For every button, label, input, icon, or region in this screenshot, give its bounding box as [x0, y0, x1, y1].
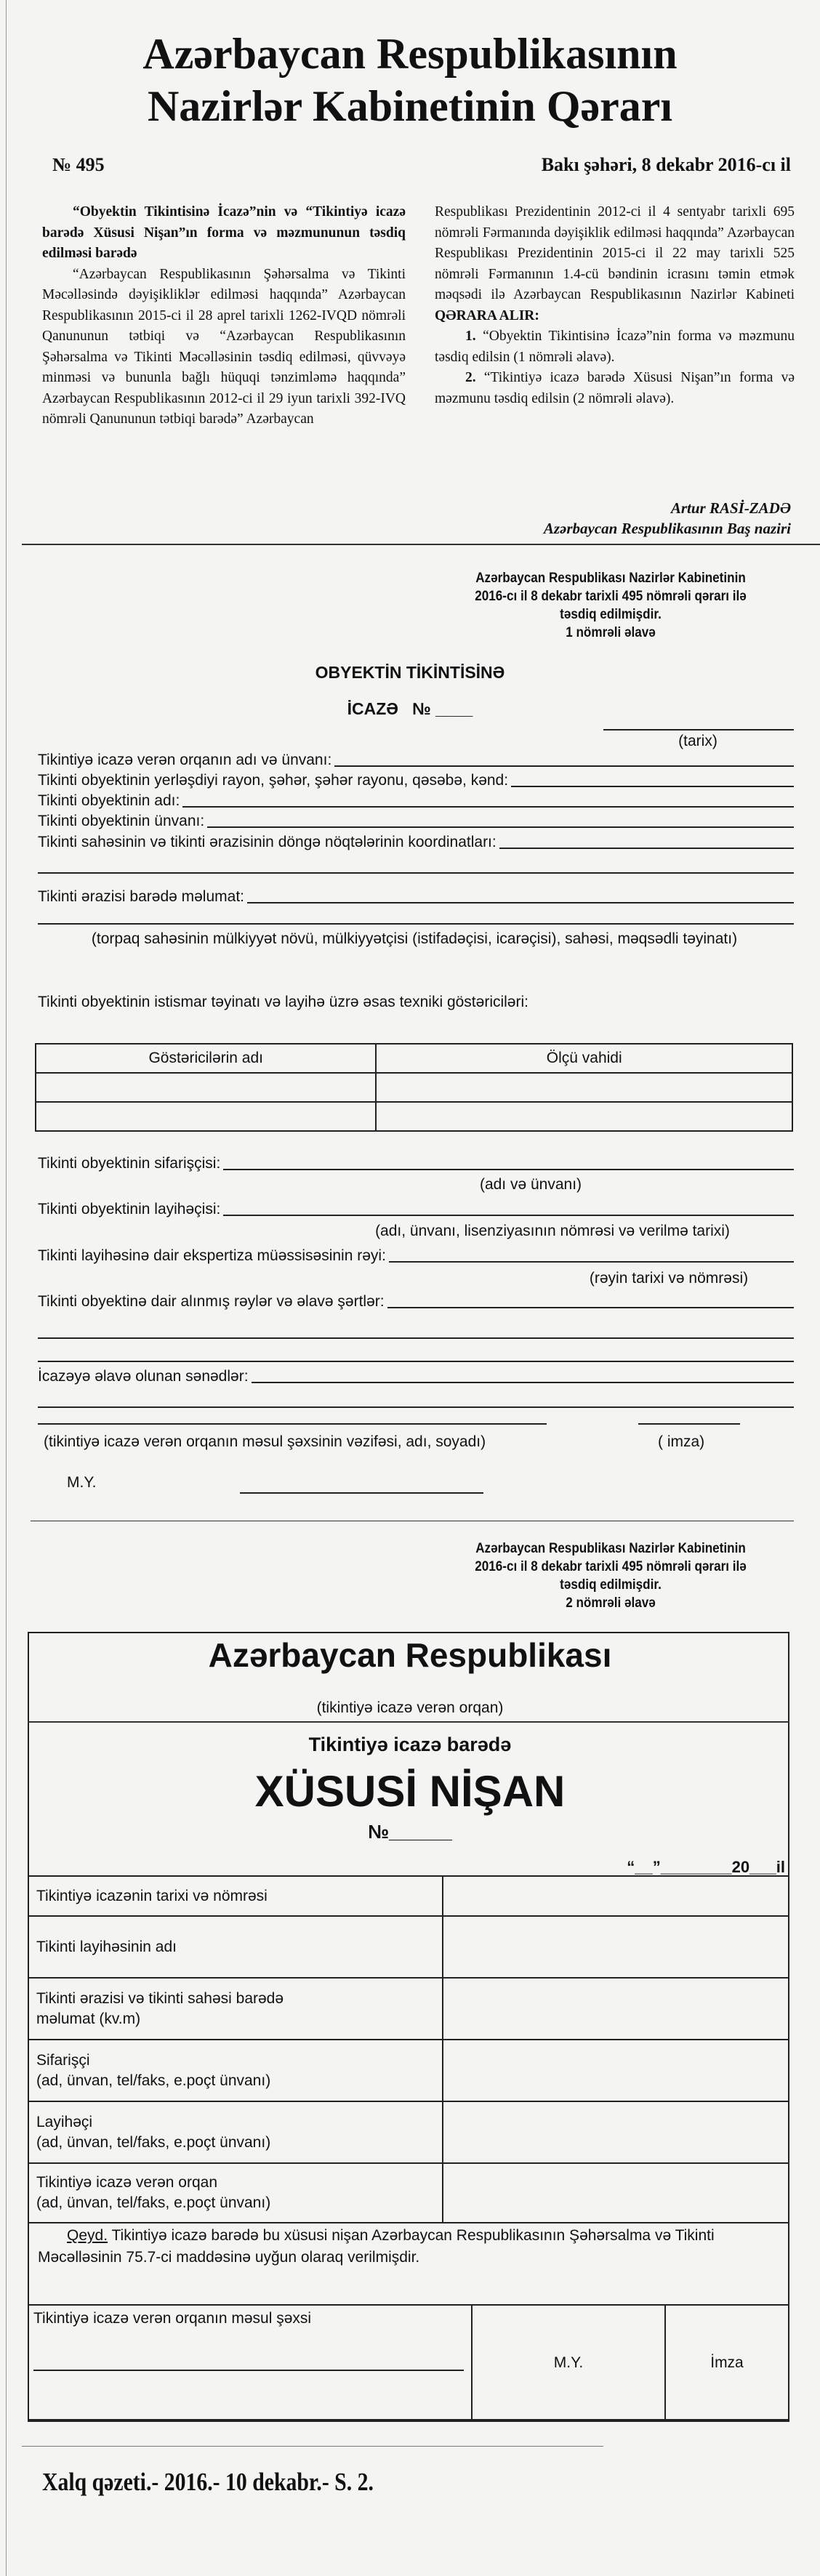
annex1-header-line: Azərbaycan Respublikası Nazirlər Kabinetinin	[475, 571, 746, 586]
row-label-text: (ad, ünvan, tel/faks, e.poçt ünvanı)	[36, 2133, 271, 2151]
place-date: Bakı şəhəri, 8 dekabr 2016-cı il	[541, 154, 791, 175]
land-hint: (torpaq sahəsinin mülkiyyət növü, mülkiyyətçisi (istifadəçisi, icarəçisi), sahəsi, məqsədli təyinatı)	[91, 930, 738, 947]
scan-edge	[6, 0, 7, 2576]
seal-cell[interactable]	[472, 2305, 665, 2421]
issuer-hint: (tikintiyə icazə verən orqan)	[316, 1699, 504, 1716]
source-citation: Xalq qəzeti.- 2016.- 10 dekabr.- S. 2.	[42, 2468, 374, 2496]
annex1-header-line: 1 nömrəli əlavə	[566, 625, 656, 640]
table-row	[36, 1073, 792, 1102]
field-object-address[interactable]	[38, 810, 794, 830]
note-box	[28, 2221, 789, 2306]
country-title: Azərbaycan Respublikası	[208, 1636, 612, 1674]
resolves: QƏRARA ALIR:	[435, 307, 539, 323]
row-value[interactable]	[443, 1978, 789, 2040]
divider	[22, 544, 820, 545]
row-label	[28, 1978, 443, 2040]
row-value[interactable]	[443, 2101, 789, 2163]
field-label: Tikinti obyektinin layihəçisi:	[38, 1201, 221, 1217]
table-row	[36, 1102, 792, 1131]
annex1-header-line: təsdiq edilmişdir.	[560, 607, 662, 622]
field-label: Tikinti ərazisi barədə məlumat:	[38, 888, 244, 905]
annex2-header	[427, 1539, 794, 1612]
table-row	[28, 2163, 789, 2223]
row-label	[28, 1916, 443, 1978]
document-title	[0, 28, 820, 132]
seal-label: M.Y.	[553, 2354, 584, 2371]
divider	[28, 1721, 789, 1723]
note-text: Tikintiyə icazə barədə bu xüsusi nişan Azərbaycan Respublikasının Şəhərsalma və Tikinti Məcəlləsinin 75.7-ci maddəsinə uyğun olaraq verilmişdir.	[38, 2227, 715, 2266]
table-row	[28, 2101, 789, 2163]
field-label: Tikinti layihəsinə dair ekspertiza müəssisəsinin rəyi:	[38, 1247, 386, 1264]
row-value[interactable]	[443, 1876, 789, 1916]
official-label: Tikintiyə icazə verən orqanın məsul şəxsi	[33, 2310, 312, 2327]
decision-right-column	[435, 202, 795, 409]
sign-line[interactable]	[638, 1423, 740, 1425]
blank-line[interactable]	[38, 1337, 794, 1339]
field-label: Tikinti sahəsinin və tikinti ərazisinin döngə nöqtələrinin koordinatları:	[38, 834, 497, 850]
note-label: Qeyd.	[67, 2227, 108, 2244]
item-2-number: 2.	[465, 370, 476, 385]
field-label: Tikinti obyektinin yerləşdiyi rayon, şəhər, şəhər rayonu, qəsəbə, kənd:	[38, 772, 509, 789]
field-area-info[interactable]	[38, 885, 794, 906]
item-1: “Obyektin Tikintisinə İcazə”nin forma və məzmunu təsdiq edilsin (1 nömrəli əlavə).	[435, 329, 795, 365]
official-line[interactable]	[38, 1423, 547, 1425]
decision-number: № 495	[52, 154, 105, 175]
title-line-2: Nazirlər Kabinetinin Qərarı	[147, 82, 673, 130]
table-cell[interactable]	[36, 1102, 376, 1131]
field-label: İcazəyə əlavə olunan sənədlər:	[38, 1368, 249, 1385]
signature-block	[544, 498, 791, 539]
decision-body-right: Respublikası Prezidentinin 2012-ci il 4 sentyabr tarixli 695 nömrəli Fərmanında dəyişiklik edilməsi haqqında” Azərbaycan Respublikası Prezidentinin 2015-ci il 22 may tarixli 525 nömrəli Fərmanının 1.4-cü bəndinin icrasını təmin etmək məqsədi ilə Azərbaycan Respublikasının Nazirlər Kabineti	[435, 204, 795, 302]
row-label	[28, 2163, 443, 2223]
table-cell[interactable]	[376, 1102, 792, 1131]
customer-hint: (adı və ünvanı)	[479, 1176, 582, 1193]
row-label-text: məlumat (kv.m)	[36, 2010, 141, 2027]
annex1-header-line: 2016-cı il 8 dekabr tarixli 495 nömrəli qərarı ilə	[475, 589, 747, 604]
no-label: №	[368, 1821, 390, 1843]
table-cell[interactable]	[376, 1073, 792, 1102]
field-expertise[interactable]	[38, 1244, 794, 1265]
date-line[interactable]	[603, 729, 794, 730]
row-label	[28, 2040, 443, 2101]
row-label-text: (ad, ünvan, tel/faks, e.poçt ünvanı)	[36, 2194, 271, 2211]
seal-line[interactable]	[240, 1492, 483, 1494]
sign-hint: ( imza)	[658, 1433, 705, 1450]
field-attachments[interactable]	[38, 1365, 794, 1385]
row-label	[28, 1876, 443, 1916]
annex1-permit-no: İCAZƏ № ____	[347, 699, 473, 718]
signer-name: Artur RASİ-ZADƏ	[670, 499, 791, 517]
date-day-month: “__”________	[627, 1858, 732, 1876]
field-label: Tikinti obyektinə dair alınmış rəylər və əlavə şərtlər:	[38, 1293, 385, 1310]
decision-body-left: “Azərbaycan Respublikasının Şəhərsalma və Tikinti Məcəlləsində dəyişikliklər edilməsi haqqında” Azərbaycan Respublikasının 2015-ci il 28 aprel tarixli 1262-IVQD nömrəli Qanununun tətbiqi və “Azərbaycan Respublikasının Şəhərsalma və Tikinti Məcəlləsinin təsdiq edilməsi, qüvvəyə minməsi və bununla bağlı hüquqi tənzimləmə haqqında” Azərbaycan Respublikasının 2012-ci il 29 iyun tarixli 392-IVQ nömrəli Qanununun tətbiqi barədə” Azərbaycan	[42, 266, 406, 427]
table-cell[interactable]	[36, 1073, 376, 1102]
table-header-row	[36, 1044, 792, 1073]
field-label: Tikinti obyektinin sifarişçisi:	[38, 1155, 221, 1172]
official-cell[interactable]	[28, 2305, 472, 2421]
item-2: “Tikintiyə icazə barədə Xüsusi Nişan”ın forma və məzmunu təsdiq edilsin (2 nömrəli əlavə).	[435, 370, 795, 406]
blank-line[interactable]	[38, 1361, 794, 1362]
title-line-1: Azərbaycan Respublikasının	[142, 30, 678, 78]
row-value[interactable]	[443, 2040, 789, 2101]
signature-cell[interactable]	[665, 2305, 789, 2421]
field-label: Tikintiyə icazə verən orqanın adı və ünvanı:	[38, 752, 332, 768]
divider	[22, 2446, 603, 2447]
seal-label: M.Y.	[67, 1474, 97, 1491]
row-label-text: Tikintiyə icazənin tarixi və nömrəsi	[36, 1887, 268, 1904]
item-1-number: 1.	[465, 329, 476, 344]
annex2-header-line: Azərbaycan Respublikası Nazirlər Kabinetinin	[475, 1541, 746, 1556]
table-row	[28, 2305, 789, 2421]
date-hint: (tarix)	[678, 733, 718, 749]
row-value[interactable]	[443, 1916, 789, 1978]
field-location[interactable]	[38, 769, 794, 789]
row-label-text: Tikinti ərazisi və tikinti sahəsi barədə	[36, 1989, 284, 2007]
signature-label: İmza	[710, 2354, 744, 2371]
row-label-text: Sifarişçi	[36, 2051, 90, 2069]
field-customer[interactable]	[38, 1152, 794, 1172]
table-row	[28, 2040, 789, 2101]
row-value[interactable]	[443, 2163, 789, 2223]
expertise-hint: (rəyin tarixi və nömrəsi)	[589, 1270, 749, 1287]
row-label	[28, 2101, 443, 2163]
no-label: №	[412, 699, 431, 718]
annex2-header-line: 2016-cı il 8 dekabr tarixli 495 nömrəli qərarı ilə	[475, 1559, 747, 1574]
annex1-header	[427, 569, 794, 642]
official-hint: (tikintiyə icazə verən orqanın məsul şəxsinin vəzifəsi, adı, soyadı)	[44, 1433, 486, 1450]
col-header: Ölçü vahidi	[376, 1044, 792, 1073]
subtitle: Tikintiyə icazə barədə	[308, 1734, 512, 1755]
signer-title: Azərbaycan Respublikasının Baş naziri	[543, 520, 791, 537]
row-label-text: Tikintiyə icazə verən orqan	[36, 2174, 218, 2191]
field-label: Tikinti obyektinin adı:	[38, 792, 180, 809]
permit-label: İCAZƏ	[347, 699, 398, 718]
special-sign-title: XÜSUSİ NİŞAN	[254, 1767, 566, 1816]
designer-hint: (adı, ünvanı, lisenziyasının nömrəsi və verilmə tarixi)	[375, 1223, 730, 1239]
annex2-header-line: 2 nömrəli əlavə	[566, 1595, 656, 1611]
field-object-name[interactable]	[38, 789, 794, 810]
field-label: Tikinti obyektinin ünvanı:	[38, 813, 205, 829]
row-label-text: Layihəçi	[36, 2113, 93, 2130]
date-year: 20___il	[731, 1858, 785, 1876]
official-line	[33, 2370, 464, 2371]
special-sign-table	[28, 1875, 789, 2223]
blank-line[interactable]	[38, 923, 794, 925]
field-designer[interactable]	[38, 1198, 794, 1218]
decision-left-column	[42, 202, 406, 430]
decision-subject: “Obyektin Tikintisinə İcazə”nin və “Tikintiyə icazə barədə Xüsusi Nişan”ın forma və məzmununun təsdiq edilməsi barədə	[42, 204, 406, 261]
row-label-text: Tikinti layihəsinin adı	[36, 1938, 177, 1955]
annex1-title: OBYEKTİN TİKİNTİSİNƏ	[315, 663, 505, 682]
blank-line[interactable]	[38, 1406, 794, 1408]
row-label-text: (ad, ünvan, tel/faks, e.poçt ünvanı)	[36, 2072, 271, 2089]
table-row	[28, 1916, 789, 1978]
indicators-table	[35, 1043, 793, 1132]
field-opinions[interactable]	[38, 1290, 794, 1311]
field-coordinates[interactable]	[38, 831, 794, 851]
annex2-header-line: təsdiq edilmişdir.	[560, 1577, 662, 1593]
field-issuer[interactable]	[38, 749, 794, 769]
sign-number: №______	[368, 1821, 452, 1843]
table-row	[28, 1978, 789, 2040]
col-header: Göstəricilərin adı	[36, 1044, 376, 1073]
table-row	[28, 1876, 789, 1916]
blank-line[interactable]	[38, 872, 794, 874]
date-fill[interactable]	[627, 1858, 785, 1877]
official-table	[28, 2304, 789, 2422]
indicators-label: Tikinti obyektinin istismar təyinatı və layihə üzrə əsas texniki göstəriciləri:	[38, 994, 528, 1010]
